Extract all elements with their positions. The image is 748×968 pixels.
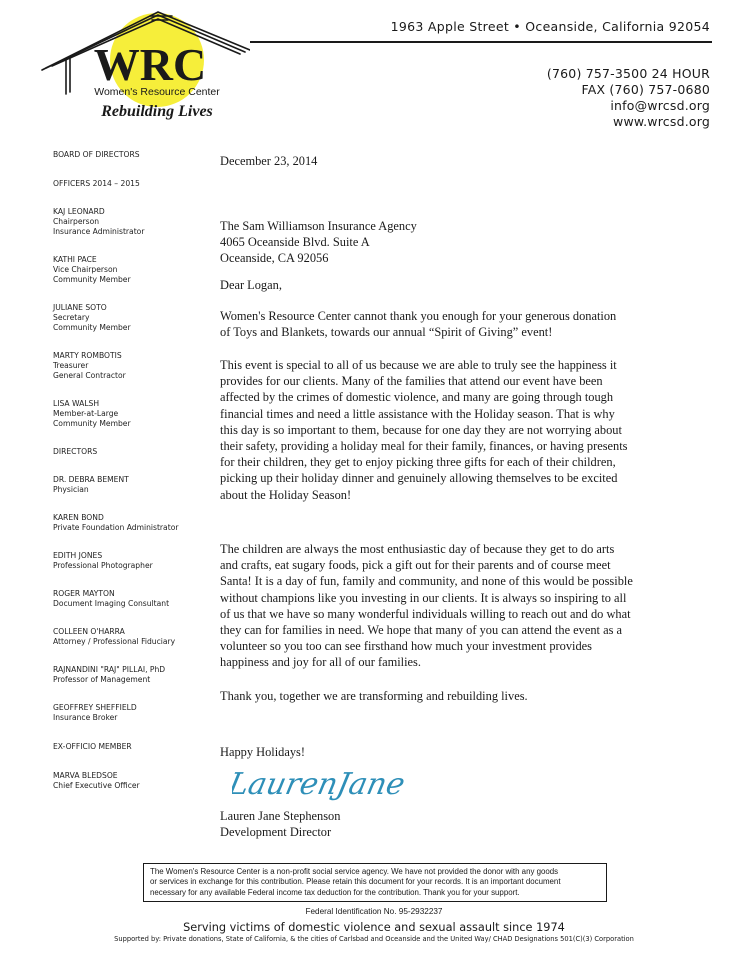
wrc-logo — [40, 8, 250, 126]
header-fax: FAX (760) 757-0680 — [581, 82, 710, 97]
paragraph-line: financial times and need a little assistance with the Holiday season. That is why — [220, 406, 615, 421]
board-member — [53, 703, 137, 723]
member-role: Professional Photographer — [53, 561, 153, 571]
board-member — [53, 589, 169, 609]
board-member — [53, 399, 131, 430]
officers-heading: OFFICERS 2014 – 2015 — [53, 179, 140, 188]
paragraph — [220, 541, 660, 671]
member-role: Document Imaging Consultant — [53, 599, 170, 609]
board-member — [53, 207, 144, 238]
member-role: Vice Chairperson — [53, 265, 118, 275]
board-member — [53, 351, 126, 382]
header-email[interactable]: info@wrcsd.org — [610, 98, 710, 113]
member-role: Professor of Management — [53, 675, 151, 685]
disclaimer-line: The Women's Resource Center is a non-profit social service agency. We have not provided the donor with any goods — [150, 867, 559, 876]
disclaimer-line: necessary for any available Federal income tax deduction for the contribution. Thank you for your support. — [150, 887, 520, 897]
recipient-line: Oceanside, CA 92056 — [220, 251, 329, 266]
recipient-line: 4065 Oceanside Blvd. Suite A — [220, 235, 370, 250]
paragraph-line: picking up their holiday dinner and genuinely allowing themselves to be excited — [220, 471, 618, 486]
paragraph-line: The children are always the most enthusiastic day of because they get to do arts — [220, 542, 615, 556]
board-member — [53, 475, 129, 495]
member-name: LISA WALSH — [53, 399, 100, 408]
serving-statement: Serving victims of domestic violence and sexual assault since 1974 — [183, 921, 565, 934]
member-name: RAJNANDINI "RAJ" PILLAI, PhD — [53, 665, 166, 674]
logo-tagline: Rebuilding Lives — [101, 103, 213, 120]
header-phone: (760) 757-3500 24 HOUR — [546, 66, 710, 81]
board-member — [53, 255, 131, 286]
recipient-block — [220, 218, 660, 267]
member-role: Chief Executive Officer — [53, 781, 140, 791]
header-address: 1963 Apple Street • Oceanside, California 92054 — [390, 19, 710, 34]
member-role: Member-at-Large — [53, 409, 119, 419]
paragraph — [220, 688, 660, 704]
member-role: Community Member — [53, 323, 131, 333]
member-role: Insurance Administrator — [53, 227, 145, 237]
member-name: MARVA BLEDSOE — [53, 771, 118, 780]
paragraph-line: This event is special to all of us because we are able to truly see the happiness it — [220, 358, 617, 372]
member-role: General Contractor — [53, 371, 126, 381]
paragraph-line: volunteer so you too can see firsthand how much your investment provides — [220, 639, 592, 654]
board-member — [53, 665, 165, 685]
signature-text: LaurenJane — [232, 767, 408, 802]
letter-date: December 23, 2014 — [220, 154, 318, 168]
signature-graphic — [232, 760, 432, 808]
logo-org-name: Women's Resource Center — [94, 86, 220, 98]
member-role: Physician — [53, 485, 89, 495]
signer-title: Development Director — [220, 825, 332, 840]
paragraph — [220, 308, 660, 340]
paragraph-line: without champions like you investing in our clients. It is always so inspiring to all — [220, 590, 627, 605]
exofficio-heading: EX-OFFICIO MEMBER — [53, 742, 132, 751]
member-name: DR. DEBRA BEMENT — [53, 475, 129, 484]
member-name: COLLEEN O'HARRA — [53, 627, 125, 636]
member-name: GEOFFREY SHEFFIELD — [53, 703, 137, 712]
paragraph-line: affected by the crimes of domestic violence, and many are going through tough — [220, 390, 614, 405]
member-name: ROGER MAYTON — [53, 589, 115, 598]
signer-block — [220, 808, 660, 840]
paragraph-line: of Toys and Blankets, towards our annual “Spirit of Giving” event! — [220, 325, 553, 340]
paragraph-line: Santa! It is a day of fun, family and community, and none of this would be possible — [220, 574, 633, 589]
supported-by: Supported by: Private donations, State of California, & the cities of Carlsbad and Oceanside and the United Way/ CHAD Designations 501(C)(3) Corporation — [114, 935, 634, 943]
board-member — [53, 303, 131, 334]
paragraph-line: for their children, they get to enjoy picking three gifts for each of their children, — [220, 455, 616, 470]
board-member — [53, 513, 178, 533]
board-heading: BOARD OF DIRECTORS — [53, 150, 140, 159]
member-name: KATHI PACE — [53, 255, 97, 264]
member-role: Private Foundation Administrator — [53, 523, 179, 533]
directors-heading: DIRECTORS — [53, 447, 98, 456]
member-name: JULIANE SOTO — [53, 303, 107, 312]
member-role: Insurance Broker — [53, 713, 118, 723]
signature — [232, 760, 432, 808]
paragraph-line: of us that we have so many wonderful individuals willing to reach out and do what — [220, 606, 631, 621]
member-name: KAREN BOND — [53, 513, 104, 522]
recipient-line: The Sam Williamson Insurance Agency — [220, 219, 417, 233]
member-role: Treasurer — [53, 361, 89, 371]
paragraph-line: Women's Resource Center cannot thank you enough for your generous donation — [220, 309, 617, 323]
member-name: MARTY ROMBOTIS — [53, 351, 122, 360]
header-divider — [250, 41, 712, 43]
member-role: Chairperson — [53, 217, 100, 227]
board-member — [53, 551, 153, 571]
member-role: Community Member — [53, 275, 131, 285]
paragraph-line: their safety, providing a holiday meal for their family, finances, or having presents — [220, 439, 628, 454]
paragraph — [220, 357, 660, 503]
closing: Happy Holidays! — [220, 745, 305, 759]
member-role: Secretary — [53, 313, 90, 323]
paragraph-line: Thank you, together we are transforming and rebuilding lives. — [220, 689, 528, 703]
paragraph-line: they can for families in need. We hope that many of you can attend the event as a — [220, 623, 623, 638]
signer-name: Lauren Jane Stephenson — [220, 809, 341, 823]
salutation: Dear Logan, — [220, 278, 282, 292]
header-website[interactable]: www.wrcsd.org — [613, 114, 710, 129]
member-name: EDITH JONES — [53, 551, 103, 560]
tax-disclaimer-box — [143, 863, 607, 902]
header-contact — [380, 66, 710, 130]
disclaimer-line: or services in exchange for this contribution. Please retain this document for your records. It is an important document — [150, 877, 561, 887]
logo-acronym: WRC — [93, 39, 207, 90]
member-role: Community Member — [53, 419, 131, 429]
member-name: KAJ LEONARD — [53, 207, 105, 216]
member-role: Attorney / Professional Fiduciary — [53, 637, 176, 647]
paragraph-line: and crafts, eat sugary foods, pick a gift out for their parents and of course meet — [220, 558, 611, 573]
board-member — [53, 627, 175, 647]
board-member — [53, 771, 140, 791]
paragraph-line: provides for our clients. Many of the families that attend our event have been — [220, 374, 603, 389]
paragraph-line: happiness and joy for all of our families. — [220, 655, 421, 670]
paragraph-line: about the Holiday Season! — [220, 487, 352, 502]
paragraph-line: this day is so important to them, because for one day they are not worrying about — [220, 422, 622, 437]
federal-id: Federal Identification No. 95-2932237 — [305, 907, 443, 916]
